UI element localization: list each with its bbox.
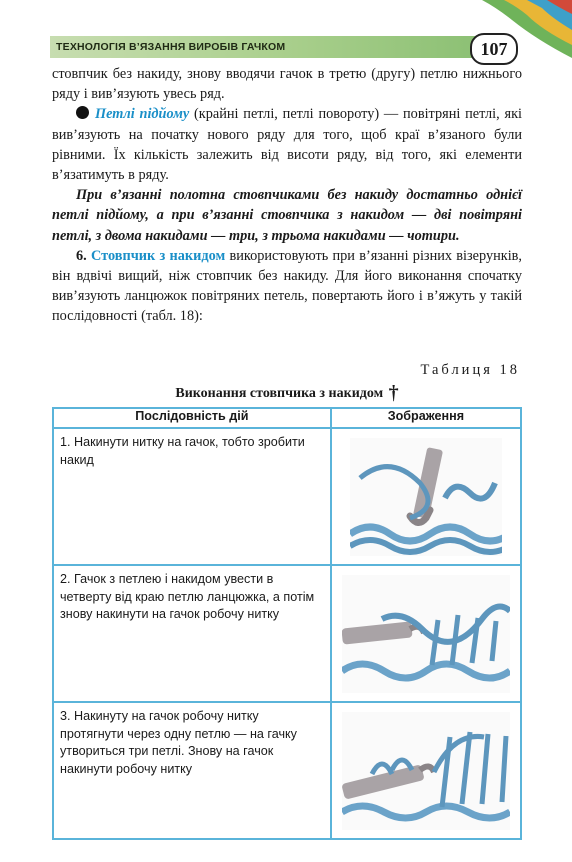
double-crochet-symbol-icon: † [388, 382, 399, 404]
header-title: ТЕХНОЛОГІЯ В’ЯЗАННЯ ВИРОБІВ ГАЧКОМ [56, 41, 286, 53]
step-3-photo [331, 702, 521, 839]
paragraph-4 [52, 246, 522, 327]
running-header [50, 36, 480, 58]
page-number: 107 [470, 33, 518, 65]
bullet-icon [76, 106, 89, 119]
crochet-hook-photo-icon [342, 712, 510, 830]
step-2-text: 2. Гачок з петлею і накидом увести в четверту від краю петлю ланцюжка, а потім знову накинути на гачок робочу нитку [53, 565, 331, 702]
column-header-image: Зображення [331, 408, 521, 428]
term-double-crochet: Стовпчик з накидом [90, 247, 226, 264]
crochet-hook-photo-icon [350, 438, 502, 556]
table-header-row [53, 408, 521, 428]
crochet-hook-photo-icon [342, 575, 510, 693]
paragraph-4-text: використовують при в’язанні різних візерунків, він вдвічі вищий, ніж стовпчик без накиду. Для його виконання спочатку вив’язують ланцюжок повітряних петель, повертають його і в’яжуть у такій послідовності (табл. 18): [52, 247, 522, 325]
table-caption-text: Виконання стовпчика з накидом [175, 386, 384, 401]
table-row [53, 702, 521, 839]
step-number: 6. [76, 247, 91, 264]
column-header-steps: Послідовність дій [53, 408, 331, 428]
table-row [53, 428, 521, 565]
paragraph-1: стовпчик без накиду, знову вводячи гачок в третю (другу) петлю нижнього ряду і вив’язують увесь ряд. [52, 66, 522, 103]
step-3-text: 3. Накинуту на гачок робочу нитку протягнути через одну петлю — на гачку утвориться три петлі. Знову на гачок накинути робочу нитку [53, 702, 331, 839]
term-lifting-loops: Петлі підйому [95, 106, 190, 123]
table-label: Таблиця 18 [420, 362, 520, 378]
step-1-photo [331, 428, 521, 565]
step-1-text: 1. Накинути нитку на гачок, тобто зробити накид [53, 428, 331, 565]
paragraph-2-text: (крайні петлі, петлі повороту) — повітряні петлі, які вив’язують на початку нового ряду для того, щоб краї в’язаного були рівними. Їх кількість залежить від висоти ряду, від того, які елементи в’язатимуть в ряду. [52, 106, 522, 184]
table-row [53, 565, 521, 702]
step-2-photo [331, 565, 521, 702]
table-caption [52, 382, 522, 405]
paragraph-2 [52, 104, 522, 185]
body-text [52, 64, 522, 327]
paragraph-3: При в’язанні полотна стовпчиками без накиду достатньо однієї петлі підйому, а при в’язанні стовпчика з накидом — дві повітряні петлі, з двома накидами — три, з трьома накидами — чотири. [52, 187, 522, 244]
steps-table [52, 407, 522, 840]
